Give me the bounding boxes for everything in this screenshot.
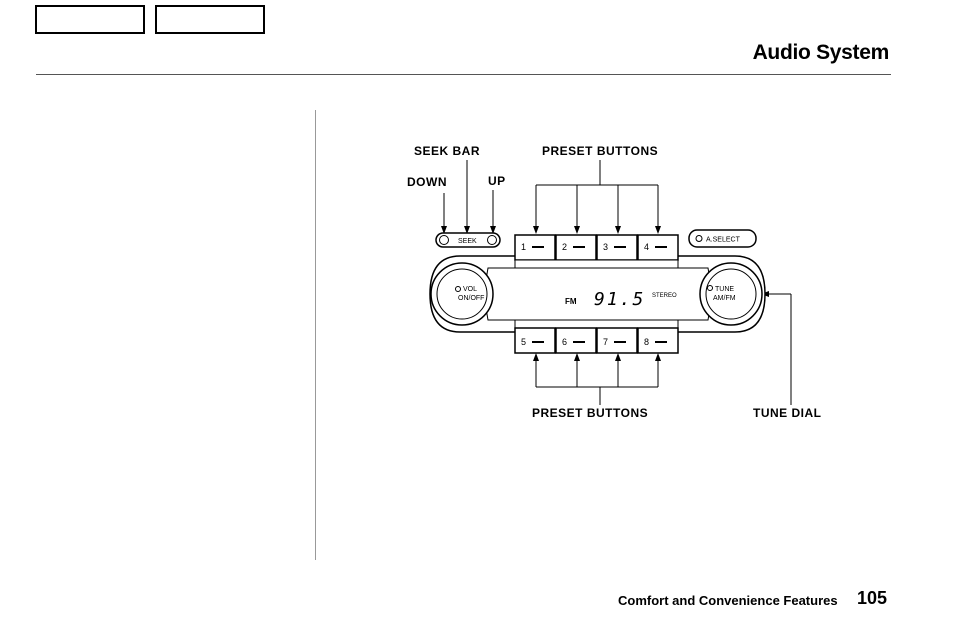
preset-number-8: 8 — [644, 337, 650, 347]
seek-bar[interactable] — [436, 233, 500, 247]
preset-number-4: 4 — [644, 242, 650, 252]
band-indicator: FM — [565, 297, 577, 306]
tune-knob[interactable] — [700, 263, 762, 325]
frequency-display: 91.5 — [594, 289, 646, 310]
preset-number-6: 6 — [562, 337, 568, 347]
volume-knob[interactable] — [431, 263, 493, 325]
tune-text: TUNE — [715, 286, 735, 293]
a-select-button[interactable] — [689, 230, 756, 247]
tune-dial-label: TUNE DIAL — [753, 406, 822, 420]
up-label: UP — [488, 174, 506, 188]
preset-buttons-top — [515, 235, 678, 268]
seek-text: SEEK — [458, 238, 477, 245]
a-select-text: A.SELECT — [706, 236, 740, 244]
vol-text: VOL — [463, 286, 478, 293]
preset-number-7: 7 — [603, 337, 609, 347]
on-off-text: ON/OFF — [458, 295, 485, 302]
preset-number-2: 2 — [562, 242, 568, 252]
preset-buttons-bottom — [515, 320, 678, 353]
seek-bar-label: SEEK BAR — [414, 144, 481, 158]
section-title: Comfort and Convenience Features — [618, 593, 838, 608]
preset-number-5: 5 — [521, 337, 527, 347]
preset-number-3: 3 — [603, 242, 609, 252]
preset-number-1: 1 — [521, 242, 527, 252]
preset-buttons-top-label: PRESET BUTTONS — [542, 144, 659, 158]
preset-buttons-bottom-label: PRESET BUTTONS — [532, 406, 649, 420]
page-title: Audio System — [752, 41, 889, 64]
stereo-indicator: STEREO — [652, 293, 677, 299]
am-fm-text: AM/FM — [713, 295, 736, 302]
down-label: DOWN — [407, 175, 447, 189]
page-number: 105 — [857, 588, 888, 608]
